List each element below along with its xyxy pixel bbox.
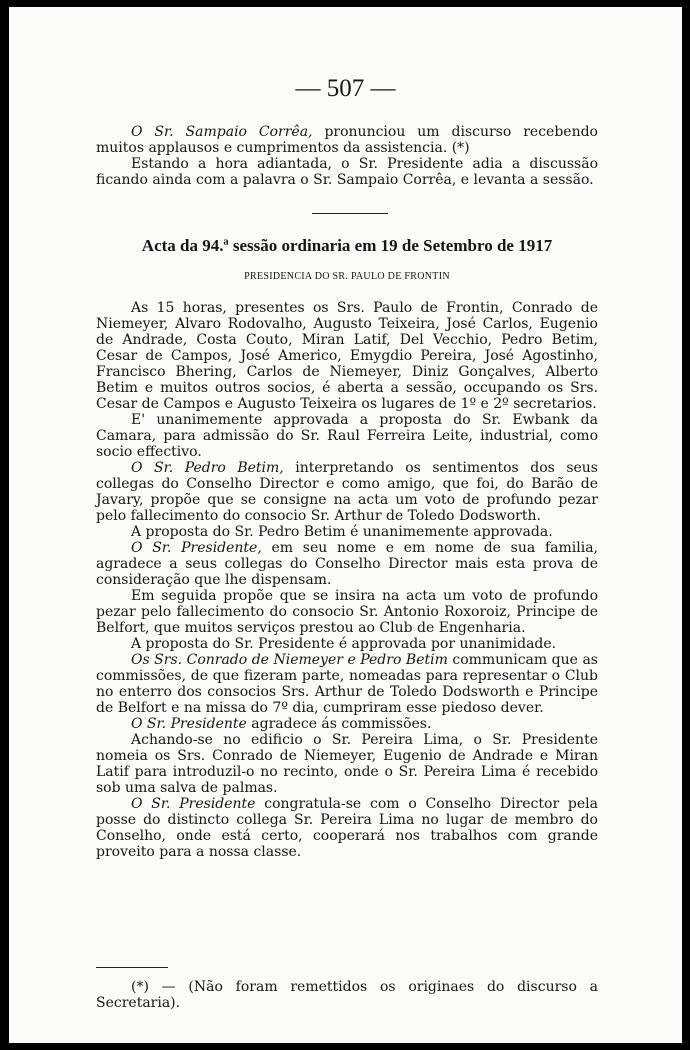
section-divider <box>312 213 388 214</box>
document-page <box>9 7 682 1043</box>
page-number: — 507 — <box>295 75 396 102</box>
minutes-paragraph: As 15 horas, presentes os Srs. Paulo de Frontin, Conrado de Niemeyer, Alvaro Rodovalho, Augusto Teixeira, José Carlos, Eugenio de Andrade, Costa Couto, Miran Latif, Del Vecchio, Pedro Betim, Cesar de Campos, José Americo, Emygdio Pereira, José Agostinho, Francisco Bhering, Carlos de Niemeyer, Diniz Gonçalves, Alberto Betim e muitos outros socios, é aberta a sessão, occupando os Srs. Cesar de Campos e Augusto Teixeira os lugares de 1º e 2º secretarios. <box>96 300 598 412</box>
minutes-paragraph: A proposta do Sr. Pedro Betim é unanimemente approvada. <box>131 524 553 540</box>
paragraph-text: interpretando os sentimentos dos seus collegas do Conselho Director e como amigo, que foi, do Barão de Javary, propõe que se consigne na acta um voto de profundo pezar pelo fallecimento do consocio Sr. Arthur de Toledo Dodsworth. <box>96 460 598 524</box>
speaker-name: O Sr. Presidente, <box>131 540 262 556</box>
intro-section <box>96 124 598 188</box>
paragraph-text: agradece ás commissões. <box>246 716 432 732</box>
footnote-text: (*) — (Não foram remettidos os originaes do discurso a Secretaria). <box>96 979 598 1011</box>
speaker-name: O Sr. Presidente <box>131 716 247 732</box>
speaker-name: O Sr. Presidente <box>131 796 256 812</box>
paragraph-text: communicam que as commissões, de que fizeram parte, nomeadas para representar o Club no enterro dos consocios Srs. Arthur de Toledo Dodsworth e Principe de Belfort e na missa do 7º dia, cumpriram esse piedoso dever. <box>96 652 598 716</box>
speaker-name: Os Srs. Conrado de Niemeyer e Pedro Betim <box>131 652 448 668</box>
speaker-name: O Sr. Sampaio Corrêa, <box>131 124 313 140</box>
minutes-paragraph: Em seguida propõe que se insira na acta um voto de profundo pezar pelo fallecimento do consocio Sr. Antonio Roxoroiz, Principe de Belfort, que muitos serviços prestou ao Club de Engenharia. <box>96 588 598 636</box>
minutes-paragraph: Achando-se no edificio o Sr. Pereira Lima, o Sr. Presidente nomeia os Srs. Conrado de Niemeyer, Eugenio de Andrade e Miran Latif para introduzil-o no recinto, onde o Sr. Pereira Lima é recebido sob uma salva de palmas. <box>96 732 598 796</box>
intro-paragraph <box>96 124 598 156</box>
minutes-paragraph: A proposta do Sr. Presidente é approvada por unanimidade. <box>131 636 557 652</box>
minutes-paragraph <box>96 796 598 860</box>
minutes-paragraph <box>96 460 598 524</box>
paragraph-text: congratula-se com o Conselho Director pela posse do distincto collega Sr. Pereira Lima no lugar de membro do Conselho, onde está certo, cooperará nos trabalhos com grande proveito para a nossa classe. <box>96 796 598 860</box>
minutes-paragraph: E' unanimemente approvada a proposta do Sr. Ewbank da Camara, para admissão do Sr. Raul Ferreira Leite, industrial, como socio effectivo. <box>96 412 598 460</box>
minutes-paragraph <box>96 652 598 716</box>
paragraph-text: pronunciou um discurso recebendo muitos applausos e cumprimentos da assistencia. (*) <box>96 124 598 156</box>
presidency-line: PRESIDENCIA DO SR. PAULO DE FRONTIN <box>244 271 450 282</box>
minutes-body <box>96 300 598 860</box>
paragraph-text: em seu nome e em nome de sua familia, agradece a seus collegas do Conselho Director mais esta prova de consideração que lhe dispensam. <box>96 540 598 588</box>
minutes-paragraph <box>96 716 598 732</box>
speaker-name: O Sr. Pedro Betim, <box>131 460 284 476</box>
minutes-title: Acta da 94.ª sessão ordinaria em 19 de Setembro de 1917 <box>141 236 553 255</box>
intro-paragraph: Estando a hora adiantada, o Sr. Presidente adia a discussão ficando ainda com a palavra o Sr. Sampaio Corrêa, e levanta a sessão. <box>96 156 598 188</box>
footnote <box>96 979 598 1011</box>
minutes-paragraph <box>96 540 598 588</box>
footnote-divider <box>96 967 168 968</box>
